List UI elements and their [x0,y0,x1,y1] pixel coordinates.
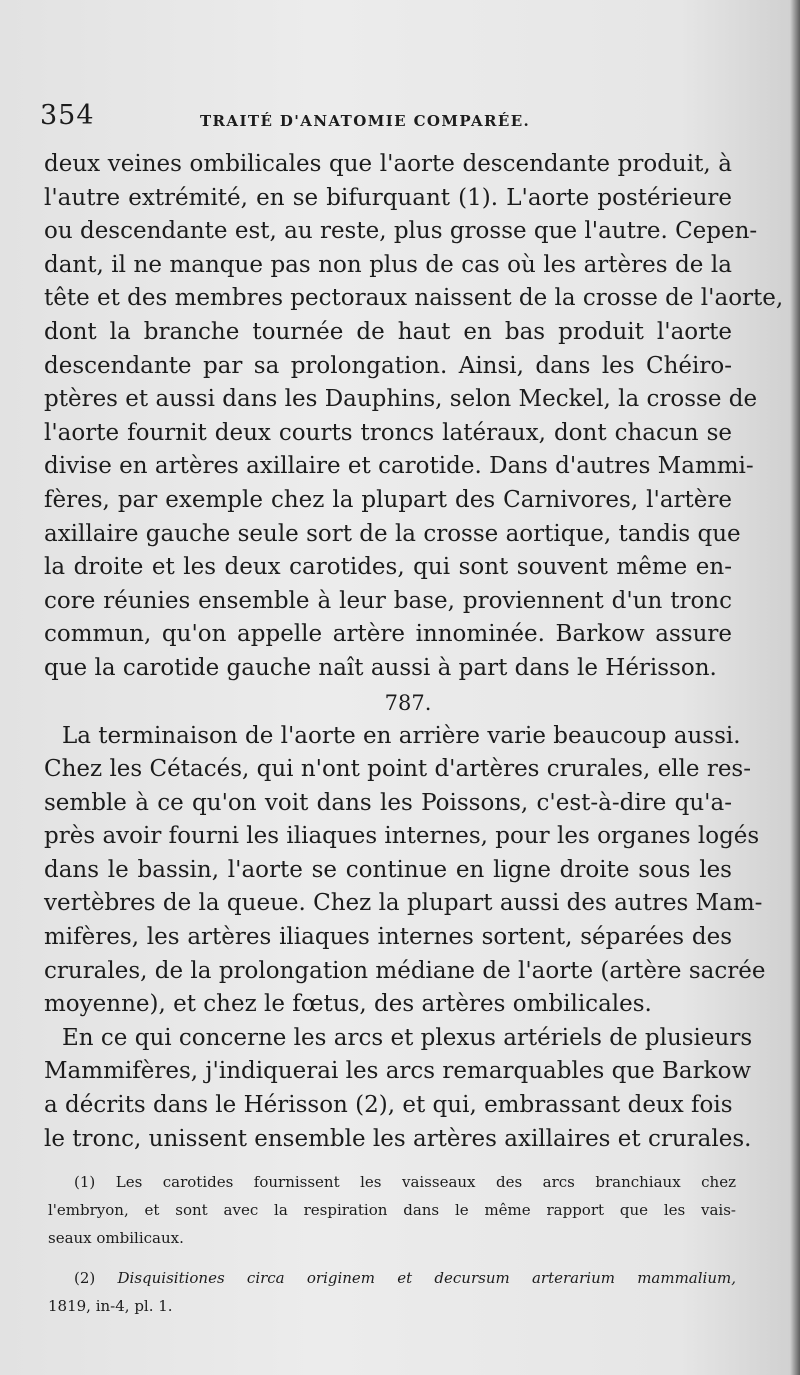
text-line: la droite et les deux carotides, qui sont souvent même en- [44,554,732,581]
text-line: le tronc, unissent ensemble les artères axillaires et crurales. [44,1125,752,1152]
body-text [44,148,784,1156]
text-line: que la carotide gauche naît aussi à part dans le Hérisson. [44,654,717,681]
footnote-2 [48,1264,736,1320]
text-line: En ce qui concerne les arcs et plexus artériels de plusieurs [62,1024,753,1051]
footnote-gap [48,1252,736,1264]
text-line: commun, qu'on appelle artère innominée. Barkow assure [44,621,732,648]
section-number: 787. [384,690,432,715]
text-line: descendante par sa prolongation. Ainsi, dans les Chéiro- [44,352,732,379]
paragraph-3 [44,1022,753,1156]
text-line: Mammifères, j'indiquerai les arcs remarquables que Barkow [44,1058,752,1085]
text-line: fères, par exemple chez la plupart des Carnivores, l'artère [44,486,732,513]
text-line: a décrits dans le Hérisson (2), et qui, embrassant deux fois [44,1092,733,1119]
footnote-line: (1) Les carotides fournissent les vaisseaux des arcs branchiaux chez [74,1173,736,1191]
text-line: deux veines ombilicales que l'aorte descendante produit, à [44,151,732,177]
text-line: l'aorte fournit deux courts troncs latéraux, dont chacun se [44,419,732,446]
text-line: semble à ce qu'on voit dans les Poissons, c'est-à-dire qu'a- [44,789,732,816]
footnote-marker: (2) [74,1269,118,1287]
page-edge-shadow [790,0,800,1375]
paragraph-2 [44,720,766,1022]
text-line: Chez les Cétacés, qui n'ont point d'artères crurales, elle res- [44,756,752,783]
text-line: dant, il ne manque pas non plus de cas où les artères de la [44,251,732,278]
running-head: TRAITÉ D'ANATOMIE COMPARÉE. [200,112,531,130]
footnotes [48,1168,736,1320]
footnote-line: seaux ombilicaux. [48,1229,184,1247]
footnote-1 [48,1168,736,1252]
text-line: mifères, les artères iliaques internes sortent, séparées des [44,924,732,951]
text-line: moyenne), et chez le fœtus, des artères ombilicales. [44,991,652,1018]
footnote-line [48,1264,736,1292]
text-line: l'autre extrémité, en se bifurquant (1). L'aorte postérieure [44,184,732,211]
text-line: vertèbres de la queue. Chez la plupart aussi des autres Mam- [44,890,763,917]
footnote-line: 1819, in-4, pl. 1. [48,1297,173,1315]
text-line: axillaire gauche seule sort de la crosse aortique, tandis que [44,520,741,547]
text-line: dont la branche tournée de haut en bas produit l'aorte [44,318,732,345]
page-header [40,100,740,140]
text-line: près avoir fourni les iliaques internes, pour les organes logés [44,823,760,850]
text-line: divise en artères axillaire et carotide. Dans d'autres Mammi- [44,453,754,480]
text-line: dans le bassin, l'aorte se continue en ligne droite sous les [44,856,732,883]
page-number: 354 [40,100,95,131]
text-line: ptères et aussi dans les Dauphins, selon Meckel, la crosse de [44,386,758,413]
paragraph-1 [44,148,784,686]
footnote-title: Disquisitiones circa originem et decursum arterarium mammalium, [117,1269,736,1287]
text-line: ou descendante est, au reste, plus grosse que l'autre. Cepen- [44,218,758,245]
text-line: core réunies ensemble à leur base, proviennent d'un tronc [44,587,732,614]
text-line: crurales, de la prolongation médiane de l'aorte (artère sacrée [44,957,766,984]
text-line: La terminaison de l'aorte en arrière varie beaucoup aussi. [62,722,741,749]
text-line: tête et des membres pectoraux naissent de la crosse de l'aorte, [44,285,784,312]
footnote-line: l'embryon, et sont avec la respiration dans le même rapport que les vais- [48,1201,736,1219]
